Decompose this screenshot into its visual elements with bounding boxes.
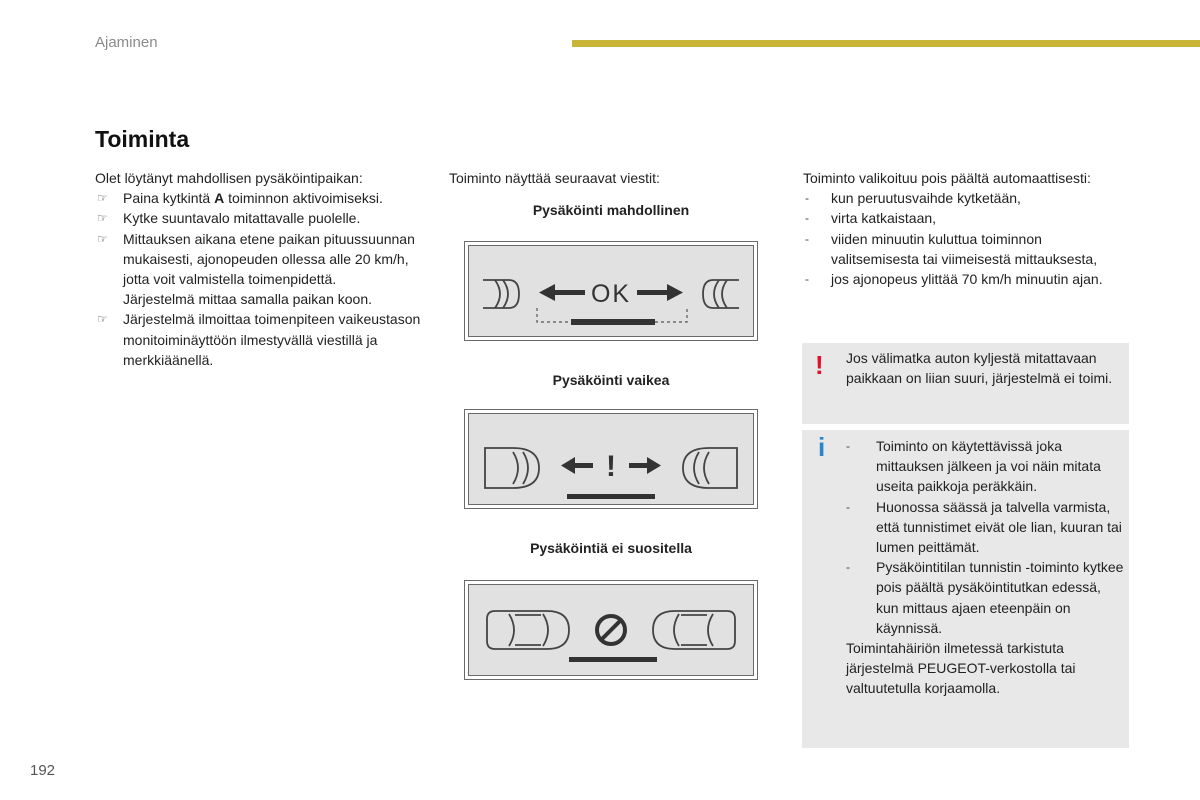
exclamation-text: ! — [606, 450, 616, 483]
switch-label: A — [214, 190, 225, 207]
hand-pointer-icon: ☞ — [97, 312, 108, 327]
list-item — [846, 497, 1124, 558]
dash-marker: - — [805, 272, 809, 287]
header-accent-rule — [572, 40, 1200, 47]
display-parking-possible — [464, 241, 758, 341]
deactivation-column — [803, 168, 1133, 289]
step-text: Kytke suuntavalo mitattavalle puolelle. — [123, 210, 361, 227]
hand-pointer-icon: ☞ — [97, 211, 108, 226]
step-text: Mittauksen aikana etene paikan pituussuunnan mukaisesti, ajonopeuden ollessa alle 20 km/h, jotta voit valmistella toimenpidettä. — [123, 230, 415, 288]
hand-pointer-icon: ☞ — [97, 231, 108, 246]
exclamation-icon: ! — [815, 350, 824, 380]
hand-pointer-icon: ☞ — [97, 191, 108, 206]
list-item — [846, 436, 1124, 497]
messages-intro: Toiminto näyttää seuraavat viestit: — [449, 170, 660, 186]
activation-column — [95, 168, 425, 370]
dash-marker: - — [805, 231, 809, 246]
page-title: Toiminta — [95, 126, 190, 152]
space-bar — [569, 657, 657, 662]
left-car-icon — [483, 280, 519, 308]
message-caption: Pysäköinti vaikea — [552, 372, 670, 388]
display-parking-difficult — [464, 409, 758, 509]
condition-text: kun peruutusvaihde kytketään, — [831, 190, 1021, 207]
left-car-icon — [487, 611, 569, 649]
space-bar — [567, 494, 655, 499]
activation-steps — [95, 188, 425, 370]
page-number: 192 — [30, 762, 56, 779]
activation-intro: Olet löytänyt mahdollisen pysäköintipaikan: — [95, 170, 363, 186]
condition-text: viiden minuutin kuluttua toiminnon valitsemisesta tai viimeisestä mittauksesta, — [831, 230, 1098, 267]
step-text-pre: Paina kytkintä — [123, 190, 215, 207]
step-extra-text: Järjestelmä mittaa samalla paikan koon. — [123, 291, 373, 308]
dash-marker: - — [846, 499, 850, 514]
info-icon: i — [818, 432, 826, 462]
prohibited-icon — [597, 616, 625, 644]
display-parking-not-recommended — [464, 580, 758, 680]
list-item — [803, 188, 1133, 208]
info-items — [846, 436, 1124, 638]
list-item — [95, 309, 425, 370]
dash-marker: - — [805, 191, 809, 206]
parking-possible-illustration — [465, 242, 757, 340]
right-car-icon — [683, 448, 737, 488]
list-item — [846, 557, 1124, 638]
parking-not-recommended-illustration — [465, 581, 757, 679]
list-item — [95, 229, 425, 310]
deactivation-conditions — [803, 188, 1133, 289]
parking-difficult-illustration — [465, 410, 757, 508]
dash-marker: - — [846, 439, 850, 453]
step-text: Järjestelmä ilmoittaa toimenpiteen vaikeustason monitoiminäyttöön ilmestyvällä viestillä ja merkkiäänellä. — [123, 311, 421, 368]
left-car-icon — [485, 448, 539, 488]
step-text-post: toiminnon aktivoimiseksi. — [224, 190, 383, 207]
list-item — [803, 269, 1133, 289]
info-content — [846, 436, 1124, 699]
right-car-icon — [703, 280, 739, 308]
info-item-text: Huonossa säässä ja talvella varmista, että tunnistimet eivät ole lian, kuuran tai lumen peittämät. — [876, 498, 1122, 556]
right-arrow-icon — [629, 457, 661, 474]
info-footer: Toimintahäiriön ilmetessä tarkistuta järjestelmä PEUGEOT-verkostolla tai valtuutetulla korjaamolla. — [846, 640, 1076, 697]
info-item-text: Toiminto on käytettävissä joka mittauksen jälkeen ja voi näin mitata useita paikkoja peräkkäin. — [876, 438, 1101, 495]
left-arrow-icon — [561, 457, 593, 474]
warning-text: Jos välimatka auton kyljestä mitattavaan paikkaan on liian suuri, järjestelmä ei toimi. — [846, 350, 1113, 387]
deactivation-intro: Toiminto valikoituu pois päältä automaattisesti: — [803, 170, 1091, 186]
list-item — [95, 208, 425, 228]
right-arrow-icon — [637, 284, 683, 301]
info-item-text: Pysäköintitilan tunnistin -toiminto kytkee pois päältä pysäköintitutkan edessä, kun mittaus ajaen eteenpäin on käynnissä. — [876, 559, 1124, 636]
dash-marker: - — [846, 560, 850, 575]
section-label: Ajaminen — [95, 34, 158, 51]
message-caption: Pysäköinti mahdollinen — [532, 202, 690, 218]
left-arrow-icon — [539, 284, 585, 301]
list-item — [803, 229, 1133, 269]
dash-marker: - — [805, 211, 809, 226]
message-caption: Pysäköintiä ei suositella — [530, 540, 692, 556]
right-car-icon — [653, 611, 735, 649]
ok-text: OK — [590, 280, 632, 308]
space-bar — [571, 319, 655, 325]
list-item — [95, 188, 425, 208]
condition-text: virta katkaistaan, — [831, 210, 937, 227]
list-item — [803, 208, 1133, 228]
condition-text: jos ajonopeus ylittää 70 km/h minuutin ajan. — [831, 271, 1103, 288]
